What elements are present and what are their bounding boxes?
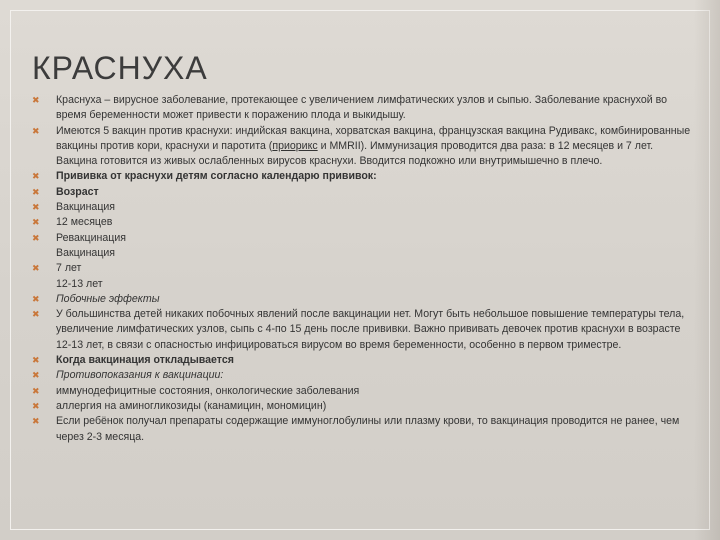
prioriks-link[interactable]: приорикс (272, 139, 318, 152)
item-text: 12 месяцев (56, 216, 113, 229)
x-bullet-icon: ✖ (32, 125, 40, 136)
item-text: Прививка от краснухи детям согласно календарю прививок: (56, 170, 377, 183)
list-item (34, 292, 696, 307)
list-item (34, 353, 696, 368)
list-item (34, 414, 696, 445)
x-bullet-icon: ✖ (32, 232, 40, 243)
list-item (34, 231, 696, 262)
item-text-part: и MMRII). Иммунизация проводится два раза: в 12 месяцев и 7 лет. Вакцина готовится из живых ослабленных вирусов краснухи. Вводится подкожно или внутримышечно в плечо. (56, 139, 654, 168)
list-item (34, 124, 696, 170)
list-item (34, 384, 696, 399)
x-bullet-icon: ✖ (32, 171, 40, 182)
item-text: У большинства детей никаких побочных явлений после вакцинации нет. Могут быть небольшое повышение температуры тела, увеличение лимфатических узлов, сыпь с 4-по 15 день после прививки. Важно прививать девочек против краснухи в возрасте 12-13 лет, в связи с опасностью инфицироваться вирусом во время беременности, особенно в первом триместре. (56, 308, 685, 351)
item-text (56, 124, 696, 170)
item-text: 7 лет 12-13 лет (56, 262, 103, 290)
x-bullet-icon: ✖ (32, 95, 40, 105)
item-text: Противопоказания к вакцинации: (56, 369, 224, 382)
list-item (34, 93, 696, 124)
x-bullet-icon: ✖ (32, 400, 40, 411)
item-text: Вакцинация (56, 201, 116, 214)
x-bullet-icon: ✖ (32, 416, 40, 427)
x-bullet-icon: ✖ (32, 202, 40, 213)
list-item (34, 215, 696, 230)
x-bullet-icon: ✖ (32, 370, 40, 381)
list-item (34, 185, 696, 200)
item-text: Ревакцинация Вакцинация (56, 231, 126, 259)
x-bullet-icon: ✖ (32, 293, 40, 304)
item-text: Когда вакцинация откладывается (56, 354, 234, 367)
item-text: Если ребёнок получал препараты содержащие иммуноглобулины или плазму крови, то вакцинация проводится не ранее, чем через 2-3 месяца. (56, 415, 680, 443)
item-text: Возраст (56, 185, 99, 198)
list-item (34, 200, 696, 215)
item-text-part: Имеются 5 вакцин против краснухи: индийская вакцина, хорватская вакцина, французская вакцина Рудивакс, комбинированные вакцины против кори, краснухи и паротита ( (56, 124, 691, 152)
item-text: Побочные эффекты (56, 292, 160, 305)
x-bullet-icon: ✖ (32, 263, 40, 274)
list-item (34, 261, 696, 292)
item-text: Краснуха – вирусное заболевание, протекающее с увеличением лимфатических узлов и сыпью. Заболевание краснухой во время беременности может привести к поражению плода и выкидышу. (56, 94, 668, 122)
list-item (34, 307, 696, 353)
list-item (34, 399, 696, 414)
bullet-list (34, 93, 696, 445)
list-item (34, 169, 696, 184)
x-bullet-icon: ✖ (32, 355, 40, 366)
item-text: аллергия на аминогликозиды (канамицин, мономицин) (56, 399, 327, 412)
slide-title: КРАСНУХА (32, 50, 208, 86)
x-bullet-icon: ✖ (32, 309, 40, 320)
x-bullet-icon: ✖ (32, 217, 40, 228)
x-bullet-icon: ✖ (32, 385, 40, 396)
item-text: иммунодефицитные состояния, онкологические заболевания (56, 384, 360, 397)
x-bullet-icon: ✖ (32, 186, 40, 197)
slide-shadow (694, 0, 720, 540)
list-item (34, 368, 696, 383)
